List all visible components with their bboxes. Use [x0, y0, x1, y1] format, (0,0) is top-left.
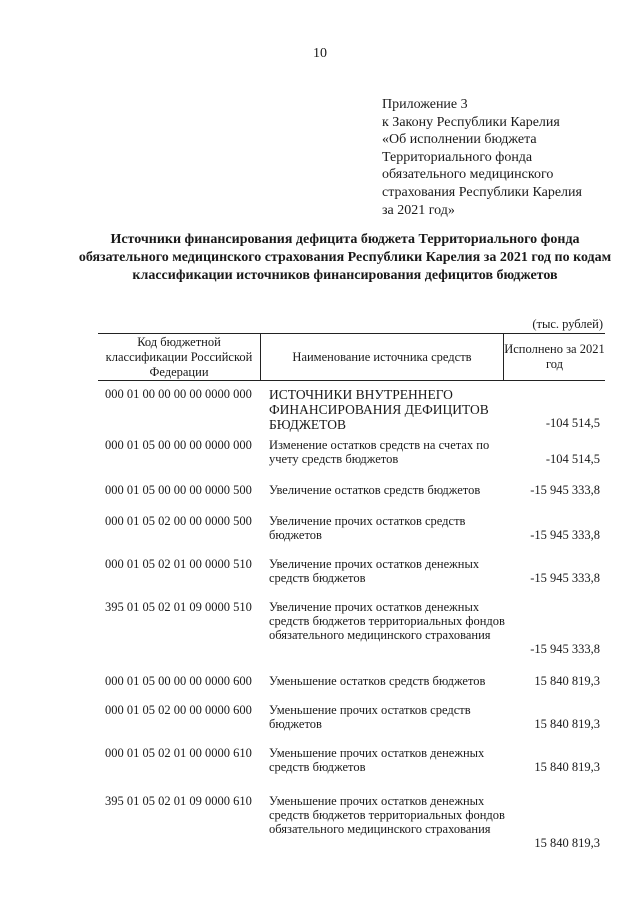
- table-row: [0, 746, 640, 774]
- appendix-line: страхования Республики Карелия: [382, 184, 582, 200]
- row-value: 15 840 819,3: [534, 674, 600, 688]
- row-value: 15 840 819,3: [534, 717, 600, 731]
- row-value: -15 945 333,8: [530, 571, 600, 585]
- header-value: Исполнено за 2021 год: [504, 342, 605, 371]
- appendix-line: Приложение 3: [382, 97, 468, 112]
- row-value: 15 840 819,3: [534, 760, 600, 774]
- table-row: [0, 674, 640, 688]
- row-code: 000 01 05 00 00 00 0000 500: [105, 483, 252, 497]
- row-code: 000 01 00 00 00 00 0000 000: [105, 387, 252, 401]
- row-code: 000 01 05 02 00 00 0000 600: [105, 703, 252, 717]
- appendix-header: [382, 96, 622, 219]
- row-name: Увеличение прочих остатков денежных средств бюджетов: [269, 557, 480, 585]
- appendix-line: «Об исполнении бюджета: [382, 132, 537, 148]
- row-value: -15 945 333,8: [530, 642, 600, 656]
- row-value: 15 840 819,3: [534, 836, 600, 850]
- row-value: -15 945 333,8: [530, 483, 600, 497]
- table-row: [0, 483, 640, 497]
- table-row: [0, 703, 640, 731]
- header-code: Код бюджетной классификации Российской Федерации: [98, 334, 261, 380]
- table-row: [0, 387, 640, 430]
- table-row: [0, 557, 640, 585]
- row-name: Уменьшение прочих остатков денежных средств бюджетов: [269, 746, 485, 774]
- row-name: Увеличение остатков средств бюджетов: [269, 483, 481, 497]
- table-row: [0, 600, 640, 656]
- row-code: 000 01 05 02 01 00 0000 510: [105, 557, 252, 571]
- row-code: 395 01 05 02 01 09 0000 610: [105, 794, 252, 808]
- row-code: 000 01 05 02 01 00 0000 610: [105, 746, 252, 760]
- row-name: Увеличение прочих остатков денежных средств бюджетов территориальных фондов обязательного медицинского страхования: [269, 600, 505, 642]
- row-value: -104 514,5: [545, 416, 600, 430]
- header-name: Наименование источника средств: [261, 334, 504, 380]
- document-title: Источники финансирования дефицита бюджета Территориального фонда обязательного медицинского страхования Республики Карелия за 2021 год по кодам классификации источников финансирования дефицитов бюджетов: [78, 232, 612, 283]
- table-row: [0, 514, 640, 542]
- table-header: [98, 333, 605, 381]
- table-row: [0, 794, 640, 850]
- appendix-line: за 2021 год»: [382, 202, 455, 218]
- row-name: Уменьшение прочих остатков денежных средств бюджетов территориальных фондов обязательного медицинского страхования: [269, 794, 505, 836]
- page-number: 10: [313, 46, 327, 61]
- appendix-line: к Закону Республики Карелия: [382, 114, 560, 130]
- row-name: Увеличение прочих остатков средств бюджетов: [269, 514, 466, 542]
- row-name: Уменьшение прочих остатков средств бюджетов: [269, 703, 471, 731]
- row-value: -15 945 333,8: [530, 528, 600, 542]
- row-name: Изменение остатков средств на счетах по учету средств бюджетов: [269, 438, 490, 466]
- row-name: ИСТОЧНИКИ ВНУТРЕННЕГО ФИНАНСИРОВАНИЯ ДЕФИЦИТОВ БЮДЖЕТОВ: [269, 387, 489, 432]
- row-code: 000 01 05 00 00 00 0000 600: [105, 674, 252, 688]
- row-name: Уменьшение остатков средств бюджетов: [269, 674, 486, 688]
- row-code: 000 01 05 02 00 00 0000 500: [105, 514, 252, 528]
- row-code: 000 01 05 00 00 00 0000 000: [105, 438, 252, 452]
- units-label: (тыс. рублей): [532, 317, 603, 331]
- table-row: [0, 438, 640, 466]
- appendix-line: Территориального фонда: [382, 149, 533, 165]
- row-value: -104 514,5: [545, 452, 600, 466]
- row-code: 395 01 05 02 01 09 0000 510: [105, 600, 252, 614]
- appendix-line: обязательного медицинского: [382, 167, 554, 183]
